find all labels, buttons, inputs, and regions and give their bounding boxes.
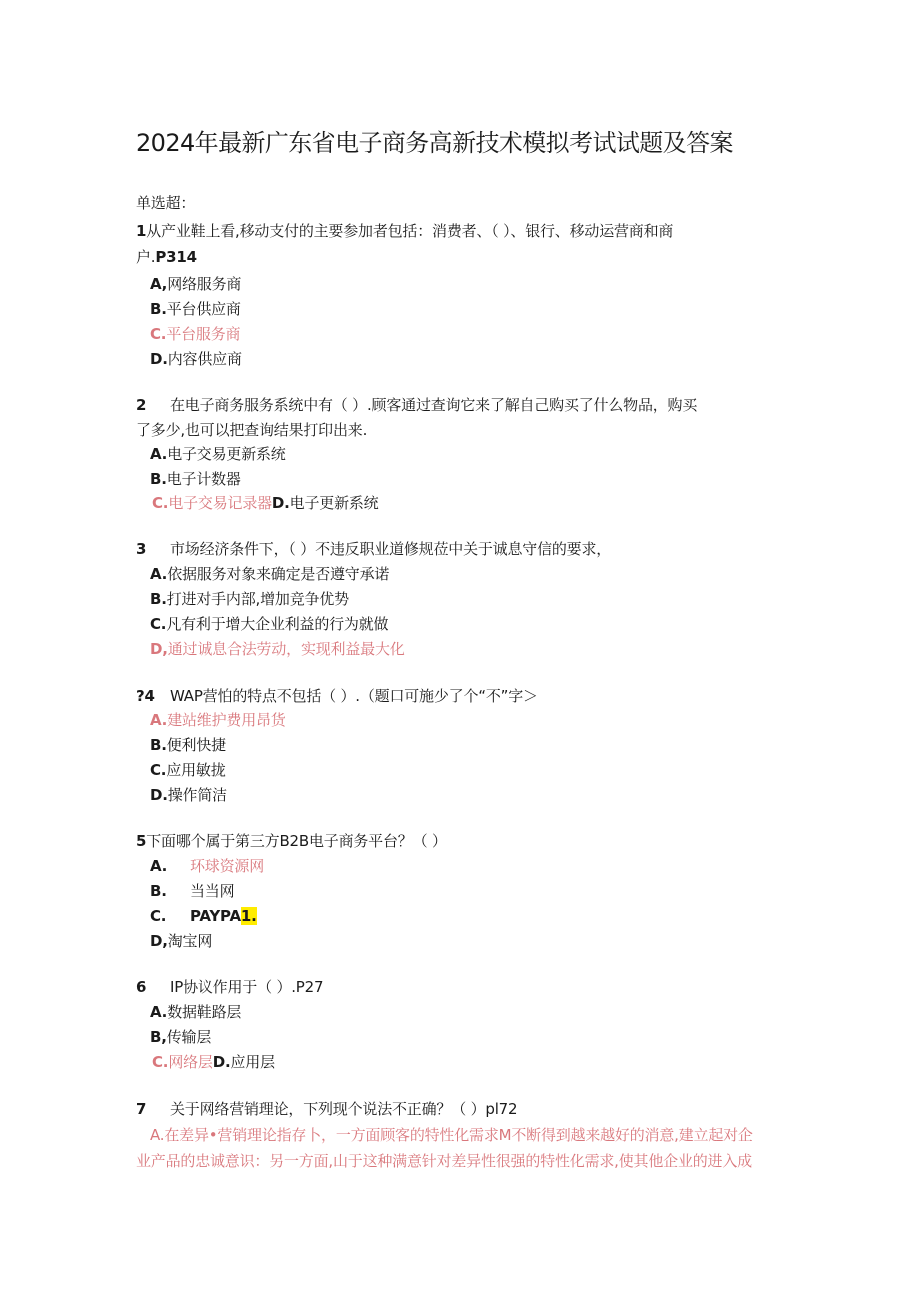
question-number: ?4: [136, 687, 155, 705]
question-2: [136, 394, 697, 416]
question-number: 7: [136, 1100, 147, 1118]
document-title: 2024年最新广东省电子商务高新技术模拟考试试题及答案: [136, 129, 733, 157]
option-cd: C.网络层D.应用层: [152, 1053, 275, 1071]
question-number: 6: [136, 978, 147, 996]
option-a: A,网络服务商: [150, 275, 242, 293]
option-a-answer: A.在差异•营销理论指存卜，一方面顾客的特性化需求M不断得到越来越好的消意,建立起对企: [150, 1126, 753, 1144]
option-a-answer: A. 环球资源网: [150, 857, 265, 875]
option-a: A.电子交易更新系统: [150, 445, 286, 463]
option-a: A.数据鞋路层: [150, 1003, 242, 1021]
highlight-mark: 1.: [240, 907, 257, 925]
option-c-answer: C.网络层: [152, 1053, 213, 1071]
question-text: IP协议作用于（ ）.P27: [170, 978, 324, 996]
page-reference: P314: [155, 248, 197, 266]
option-b: B,传输层: [150, 1028, 212, 1046]
question-number: 3: [136, 540, 147, 558]
question-1-cont: [136, 246, 197, 268]
question-number: 2: [136, 396, 147, 414]
question-3: [136, 538, 611, 560]
option-d: D,淘宝网: [150, 932, 213, 950]
option-a-answer: A.建站维护费用昂货: [150, 711, 286, 729]
question-2-cont: 了多少,也可以把查询结果打印出来.: [136, 421, 368, 439]
section-heading: 单选超：: [136, 194, 196, 212]
question-5: [136, 830, 447, 852]
option-cd: C.电子交易记录器D.电子更新系统: [152, 494, 379, 512]
option-d: D.操作简洁: [150, 786, 227, 804]
option-b: B. 当当网: [150, 882, 235, 900]
question-number: 5: [136, 832, 147, 850]
question-number: 1: [136, 222, 147, 240]
question-text: 关于网络营销理论，下列现个说法不正确？（ ）pl72: [170, 1100, 518, 1118]
option-b: B.便利快捷: [150, 736, 226, 754]
question-text: WAP营怕的特点不包括（ ）.（题口可施少了个“不”字＞: [170, 687, 538, 705]
option-b: B.打进对手内部,增加竞争优势: [150, 590, 349, 608]
question-4: [136, 685, 538, 707]
option-a: A.依据服务对象来确定是否遵守承诺: [150, 565, 390, 583]
option-b: B.电子计数器: [150, 470, 241, 488]
option-b: B.平台供应商: [150, 300, 241, 318]
question-text: 从产业鞋上看,移动支付的主要参加者包括：消费者、（ ）、银行、移动运营商和商: [146, 222, 674, 240]
option-c: C. PAYPA1.: [150, 907, 257, 925]
option-c-answer: C.平台服务商: [150, 325, 241, 343]
question-text: 下面哪个属于第三方B2B电子商务平台？（ ）: [146, 832, 447, 850]
option-c: C.应用敏拢: [150, 761, 226, 779]
option-a-answer-cont: 业产品的忠诚意识：另一方面,山于这种满意针对差异性很强的特性化需求,使其他企业的进入成: [136, 1152, 752, 1170]
question-6: [136, 976, 323, 998]
option-c: C.凡有利于增大企业利益的行为就做: [150, 615, 389, 633]
question-text: 在电子商务服务系统中有（ ）.顾客通过查询它来了解自己购买了什么物品，购买: [170, 396, 698, 414]
question-1: [136, 220, 673, 242]
option-c-answer: C.电子交易记录器: [152, 494, 272, 512]
question-text: 户.: [136, 248, 156, 266]
option-d: D.内容供应商: [150, 350, 242, 368]
option-d-answer: D,通过诚息合法劳动，实现利益最大化: [150, 640, 405, 658]
question-text: 市场经济条件下，（ ）不违反职业道修规莅中关于诚息守信的要求，: [170, 540, 612, 558]
question-7: [136, 1098, 517, 1120]
